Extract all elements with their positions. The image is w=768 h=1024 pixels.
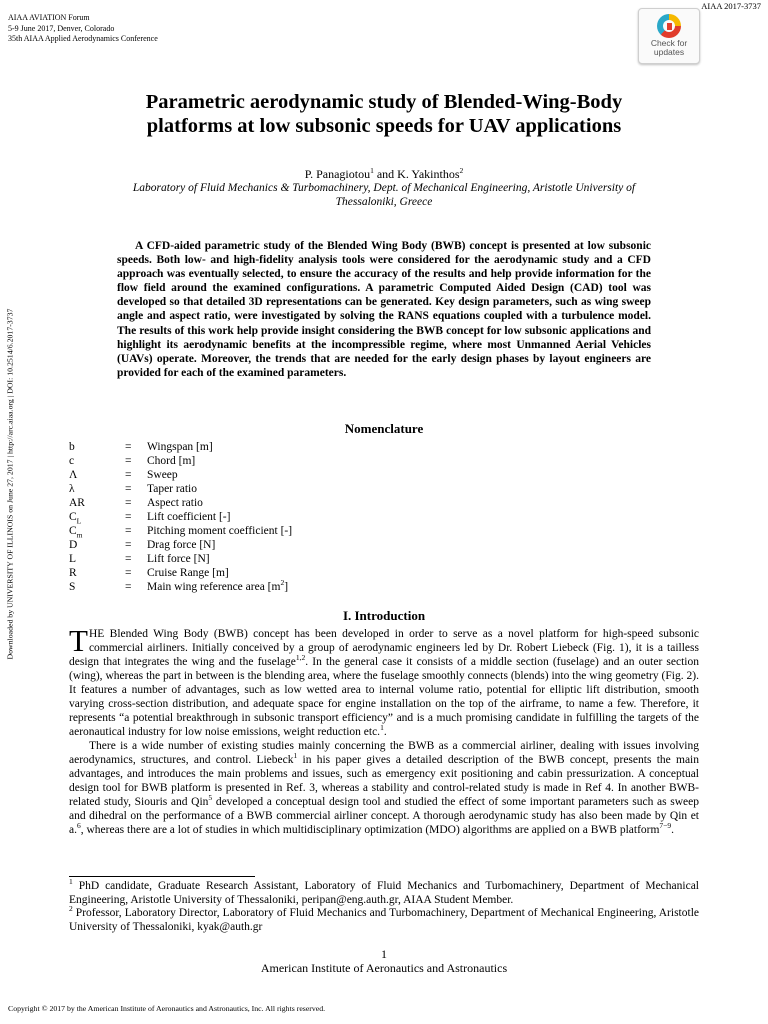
nomenclature-row bbox=[69, 440, 292, 454]
nomenclature-equals: = bbox=[125, 469, 132, 481]
nomenclature-description: Lift force [N] bbox=[147, 553, 210, 565]
header-line: 35th AIAA Applied Aerodynamics Conference bbox=[8, 34, 158, 43]
footnote: $^1$ PhD candidate, Graduate Research Assistant, Laboratory of Fluid Mechanics and Turbomachinery, Department of Mechanical Engineering, Aristotle University of Thessaloniki, peripan@eng.auth.gr, AIAA Student Member. bbox=[69, 877, 699, 906]
nomenclature-row bbox=[69, 524, 292, 538]
nomenclature-description: Lift coefficient [-] bbox=[147, 511, 231, 523]
badge-line: updates bbox=[653, 47, 685, 57]
nomenclature-equals: = bbox=[125, 525, 132, 537]
nomenclature-equals: = bbox=[125, 539, 132, 551]
citation[interactable]: 1 bbox=[293, 751, 298, 761]
nomenclature-symbol: λ bbox=[69, 483, 75, 495]
badge-line: Check for bbox=[650, 38, 688, 48]
nomenclature-row bbox=[69, 482, 292, 496]
nomenclature-equals: = bbox=[125, 581, 132, 593]
nomenclature-description: Cruise Range [m] bbox=[147, 567, 229, 579]
nomenclature-symbol: L bbox=[69, 553, 77, 565]
nomenclature-row bbox=[69, 454, 292, 468]
nomenclature-equals: = bbox=[125, 567, 132, 579]
check-for-updates-badge[interactable] bbox=[638, 8, 700, 64]
nomenclature-symbol: D bbox=[69, 539, 78, 551]
affiliation bbox=[90, 181, 678, 209]
nomenclature-row bbox=[69, 468, 292, 482]
author-name: P. Panagiotou bbox=[304, 167, 371, 181]
author-note-mark: 1 bbox=[370, 166, 374, 175]
section-heading-introduction: I. Introduction bbox=[342, 608, 426, 623]
citation[interactable]: 1 bbox=[380, 723, 384, 733]
nomenclature-equals: = bbox=[125, 497, 132, 509]
nomenclature-description: Pitching moment coefficient [-] bbox=[147, 525, 293, 537]
nomenclature-symbol: b bbox=[69, 441, 75, 453]
download-notice: Downloaded by UNIVERSITY OF ILLINOIS on June 27, 2017 | http://arc.aiaa.org | DOI: 10.2514/6.2017-3737 bbox=[5, 308, 15, 660]
journal-footer: American Institute of Aeronautics and Astronautics bbox=[260, 961, 508, 975]
drop-cap: T bbox=[69, 623, 88, 658]
footnote: $^2$ Professor, Laboratory Director, Laboratory of Fluid Mechanics and Turbomachinery, Department of Mechanical Engineering, Aristotle University of Thessaloniki, kyak@auth.gr bbox=[69, 904, 699, 933]
citation[interactable]: 5 bbox=[208, 793, 213, 803]
introduction-body bbox=[69, 623, 700, 837]
authors bbox=[60, 167, 708, 182]
nomenclature-row bbox=[69, 510, 292, 524]
citation[interactable]: 6 bbox=[76, 821, 81, 831]
nomenclature-symbol: R bbox=[69, 567, 77, 579]
title-line: Parametric aerodynamic study of Blended-Wing-Body bbox=[145, 91, 623, 113]
author-note-mark: 2 bbox=[459, 166, 464, 175]
copyright-notice: Copyright © 2017 by the American Institute of Aeronautics and Astronautics, Inc. All rights reserved. bbox=[8, 1004, 326, 1013]
abstract: A CFD-aided parametric study of the Blended Wing Body (BWB) concept is presented at low subsonic speeds. Both low- and high-fidelity analysis tools were considered for the aerodynamic study and a CFD approach was eventually selected, to ensure the accuracy of the results and help provide information for the flow field around the examined configurations. A parametric Computed Aided Design (CAD) tool was developed so that detailed 3D representations can be generated. Key design parameters, such as wing sweep angle and aspect ratio, were investigated by solving the RANS equations coupled with a turbulence model. The results of this work help provide insight considering the BWB concept for low subsonic applications and highlight its aerodynamic benefits at the incompressible regime, where most Unmanned Aerial Vehicles (UAVs) operate. Moreover, the trends that are needed for the early design phases by layout engineers are provided for each of the examined parameters. bbox=[117, 240, 651, 379]
nomenclature-description: Chord [m] bbox=[147, 455, 196, 467]
nomenclature-symbol: c bbox=[69, 455, 75, 467]
paper-title bbox=[60, 90, 708, 138]
nomenclature-row bbox=[69, 552, 292, 566]
nomenclature-description: Wingspan [m] bbox=[147, 441, 213, 453]
intro-paragraph: THE Blended Wing Body (BWB) concept has been developed in order to serve as a novel platform for high-speed subsonic commercial airliners. Initially conceived by a group of aerodynamic engineers led by Dr. Robert Liebeck (Fig. 1), it is a tailless design that integrates the wing and the fuselage$^{1,2}$. In the general case it consists of a middle section (fuselage) and an outer section (wing), whereas the part in between is the blending area, where the fuselage smoothly connects (blends) into the wing geometry (Fig. 2). It features a number of advantages, such as low wetted area to internal volume ratio, potential for elliptic lift distribution, smooth varying cross-section distribution, and adequate space for engine installation on the top of the airframe, to name a few. Therefore, it represents “a potential breakthrough in subsonic transport efficiency” and is a much promising candidate in fulfilling the targets of the aeronautical industry for low noise emissions, weight reduction etc.$^1$. bbox=[69, 623, 699, 738]
citation[interactable]: 7−9 bbox=[659, 821, 672, 831]
nomenclature-row bbox=[69, 496, 292, 510]
nomenclature-description: Main wing reference area $[m^2]$ bbox=[147, 578, 289, 593]
nomenclature-symbol: S bbox=[69, 581, 76, 593]
nomenclature-symbol: AR bbox=[69, 497, 85, 509]
citation[interactable]: 1,2 bbox=[295, 653, 306, 663]
nomenclature-equals: = bbox=[125, 483, 132, 495]
affiliation-line: Laboratory of Fluid Mechanics & Turbomachinery, Dept. of Mechanical Engineering, Aristotle University of bbox=[132, 182, 636, 194]
nomenclature-row bbox=[69, 580, 292, 594]
nomenclature-equals: = bbox=[125, 455, 132, 467]
footnotes bbox=[69, 877, 699, 934]
author-name: and K. Yakinthos bbox=[373, 167, 460, 181]
title-line: platforms at low subsonic speeds for UAV applications bbox=[146, 115, 622, 137]
nomenclature-symbol: $C_m$ bbox=[69, 525, 83, 540]
intro-paragraph: There is a wide number of existing studies mainly concerning the BWB as a commercial airliner, dealing with issues involving aerodynamics, structures, and control. Liebeck$^1$ in his paper gives a detailed description of the BWB concept, presents the main advantages, and introduces the main problems and issues, such as emergency exit positioning and cabin pressurization. A conceptual design tool for BWB platform is presented in Ref. 3, whereas a stability and control-related study is made in Ref 4. In another BWB-related study, Siouris and Qin$^5$ developed a conceptual design tool and studied the effect of some important parameters such as sweep and dihedral on the performance of a BWB commercial airliner concept. A thorough aerodynamic study has also been made by Qin et a.$^6$, whereas there are a lot of studies in which multidisciplinary optimization (MDO) algorithms are applied on a BWB platform$^{7-9}$. bbox=[69, 740, 700, 836]
footnote-rule bbox=[69, 876, 255, 877]
nomenclature-description: Taper ratio bbox=[147, 483, 197, 495]
nomenclature-row bbox=[69, 566, 292, 580]
conference-header bbox=[8, 13, 158, 45]
nomenclature-symbol: $C_L$ bbox=[69, 511, 82, 526]
nomenclature-symbol: Λ bbox=[69, 469, 78, 481]
nomenclature-heading: Nomenclature bbox=[344, 421, 424, 436]
nomenclature-row bbox=[69, 538, 292, 552]
nomenclature-description: Aspect ratio bbox=[147, 497, 203, 509]
nomenclature-description: Drag force [N] bbox=[147, 539, 216, 551]
nomenclature-list bbox=[69, 440, 292, 594]
page-number: 1 bbox=[381, 947, 387, 961]
nomenclature-equals: = bbox=[125, 511, 132, 523]
crossmark-icon bbox=[657, 14, 681, 38]
header-line: 5-9 June 2017, Denver, Colorado bbox=[8, 23, 115, 33]
nomenclature-equals: = bbox=[125, 441, 132, 453]
header-line: AIAA AVIATION Forum bbox=[8, 13, 90, 22]
nomenclature-description: Sweep bbox=[147, 469, 178, 481]
paper-id: AIAA 2017-3737 bbox=[701, 1, 761, 11]
affiliation-line: Thessaloniki, Greece bbox=[335, 196, 433, 208]
nomenclature-equals: = bbox=[125, 553, 132, 565]
